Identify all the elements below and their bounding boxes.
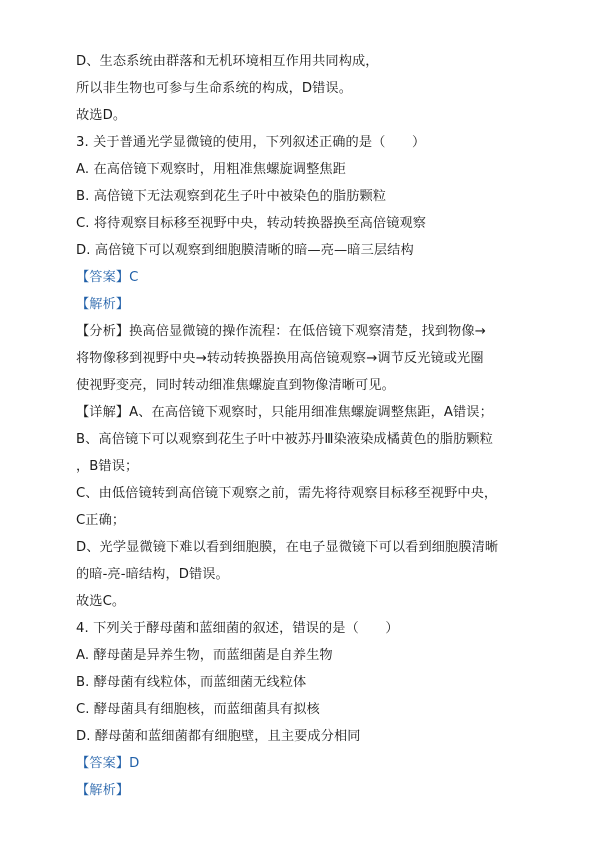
question-4-option-a: A. 酵母菌是异养生物，而蓝细菌是自养生物 <box>76 648 333 663</box>
analysis-label: 【解析】 <box>76 783 130 798</box>
text-line: 将物像移到视野中央→转动转换器换用高倍镜观察→调节反光镜或光圈 <box>76 351 484 366</box>
text-line: 的暗-亮-暗结构，D错误。 <box>76 567 229 582</box>
text-line: D、光学显微镜下难以看到细胞膜，在电子显微镜下可以看到细胞膜清晰 <box>76 540 499 555</box>
text-line: C正确； <box>76 513 126 528</box>
text-line: B、高倍镜下可以观察到花生子叶中被苏丹Ⅲ染液染成橘黄色的脂肪颗粒 <box>76 432 493 447</box>
question-4-option-d: D. 酵母菌和蓝细菌都有细胞壁，且主要成分相同 <box>76 729 361 744</box>
text-line: 故选C。 <box>76 594 126 609</box>
question-4-option-c: C. 酵母菌具有细胞核，而蓝细菌具有拟核 <box>76 702 320 717</box>
question-4-stem: 4. 下列关于酵母菌和蓝细菌的叙述，错误的是（ ） <box>76 621 399 636</box>
text-line: C、由低倍镜转到高倍镜下观察之前，需先将待观察目标移至视野中央， <box>76 486 498 501</box>
analysis-label: 【解析】 <box>76 297 130 312</box>
question-3-option-c: C. 将待观察目标移至视野中央，转动转换器换至高倍镜观察 <box>76 216 427 231</box>
text-line: 故选D。 <box>76 108 127 123</box>
question-3-option-a: A. 在高倍镜下观察时，用粗准焦螺旋调整焦距 <box>76 162 346 177</box>
text-line: 使视野变亮，同时转动细准焦螺旋直到物像清晰可见。 <box>76 378 395 393</box>
text-line: ，B错误； <box>76 459 139 474</box>
text-line: D、生态系统由群落和无机环境相互作用共同构成， <box>76 54 379 69</box>
question-3-option-d: D. 高倍镜下可以观察到细胞膜清晰的暗—亮—暗三层结构 <box>76 243 414 258</box>
text-line: 所以非生物也可参与生命系统的构成，D错误。 <box>76 81 353 96</box>
question-3-stem: 3. 关于普通光学显微镜的使用，下列叙述正确的是（ ） <box>76 135 426 150</box>
question-3-option-b: B. 高倍镜下无法观察到花生子叶中被染色的脂肪颗粒 <box>76 189 387 204</box>
question-4-option-b: B. 酵母菌有线粒体，而蓝细菌无线粒体 <box>76 675 307 690</box>
text-line: 【详解】A、在高倍镜下观察时，只能用细准焦螺旋调整焦距，A错误； <box>76 405 493 420</box>
answer-label: 【答案】D <box>76 756 140 771</box>
text-line: 【分析】换高倍显微镜的操作流程：在低倍镜下观察清楚，找到物像→ <box>76 324 486 339</box>
answer-label: 【答案】C <box>76 270 139 285</box>
